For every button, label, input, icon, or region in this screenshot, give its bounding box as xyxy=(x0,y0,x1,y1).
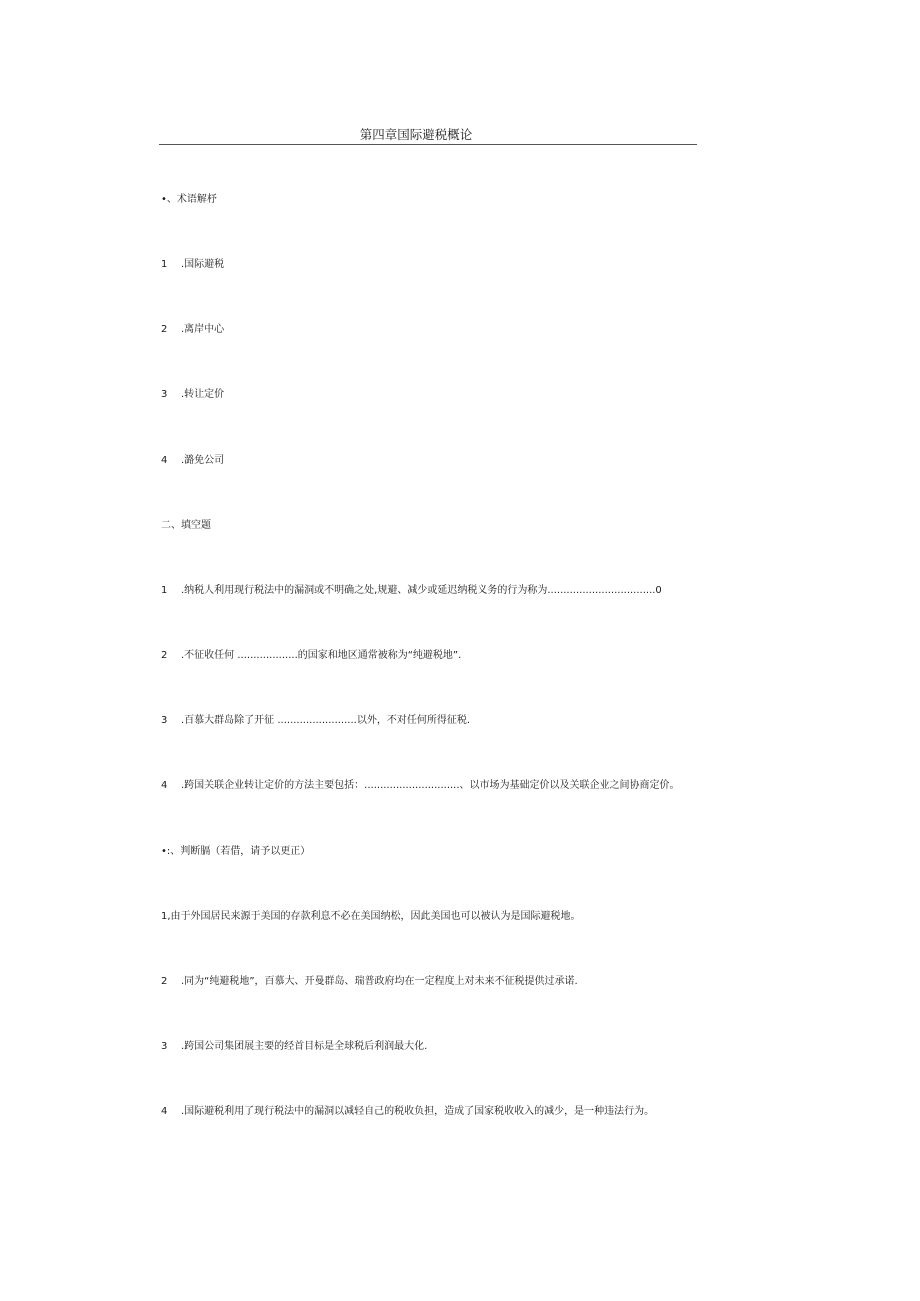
list-item xyxy=(161,323,224,337)
list-item xyxy=(161,1105,654,1119)
item-text: .离岸中心 xyxy=(181,324,225,335)
list-item xyxy=(161,258,224,272)
item-text: .国际避税利用了现行税法中的漏洞以减轻自己的税收负担，造成了国家税收收入的减少，是一种违法行为。 xyxy=(181,1106,655,1117)
item-text: .转让定价 xyxy=(181,389,225,400)
item-number: 4 xyxy=(161,455,168,466)
list-item xyxy=(161,454,224,468)
title-rule xyxy=(159,124,697,145)
item-number: 4 xyxy=(161,780,168,791)
list-item xyxy=(161,388,224,402)
list-item xyxy=(161,649,461,663)
item-text: .跨国关联企业转让定价的方法主要包括：..............................、以市场为基础定价以及关联企业之间协商定价。 xyxy=(181,780,680,791)
section-heading-text: •、术语解杼 xyxy=(161,194,217,205)
item-text: .不征收任何 ...................的国家和地区通常被称为“纯避税地”. xyxy=(181,650,462,661)
page-title: 第四章国际避税概论 xyxy=(359,127,473,142)
item-number: 4 xyxy=(161,1106,168,1117)
item-text: .同为“纯避税地”，百慕大、开曼群岛、瑞普政府均在一定程度上对未来不征税提供过承诺. xyxy=(181,976,578,987)
item-text: .跨国公司集团展主要的经首目标是全球税后利润最大化. xyxy=(181,1041,428,1052)
item-text: .纳税人利用现行税法中的漏洞或不明确之处,规避、减少或延迟纳税义务的行为称为..................................0 xyxy=(181,585,662,596)
section-heading-text: •:、判断膈（若借，请予以更正） xyxy=(161,846,311,857)
list-item xyxy=(161,584,662,598)
item-number: 2 xyxy=(161,324,168,335)
item-text: .潞免公司 xyxy=(181,455,225,466)
item-number: 3 xyxy=(161,1041,168,1052)
list-item xyxy=(161,1040,427,1054)
item-number: 1 xyxy=(161,259,168,270)
item-number: 3 xyxy=(161,715,168,726)
section-heading-terms xyxy=(161,193,217,207)
section-heading-true-false xyxy=(161,845,310,859)
list-item xyxy=(161,910,581,924)
item-text: .百慕大群岛除了开征 .........................以外，不对任何所得征税. xyxy=(181,715,471,726)
list-item xyxy=(161,779,680,793)
section-heading-text: 二、填空题 xyxy=(161,520,211,531)
item-text: 1,由于外国居民来源于美国的存款利息不必在美国纳松，因此美国也可以被认为是国际避税地。 xyxy=(161,911,581,922)
item-number: 2 xyxy=(161,650,168,661)
section-heading-fill-blank xyxy=(161,519,211,533)
list-item xyxy=(161,714,470,728)
item-number: 1 xyxy=(161,585,168,596)
item-number: 3 xyxy=(161,389,168,400)
list-item xyxy=(161,975,578,989)
item-number: 2 xyxy=(161,976,168,987)
item-text: .国际避税 xyxy=(181,259,225,270)
